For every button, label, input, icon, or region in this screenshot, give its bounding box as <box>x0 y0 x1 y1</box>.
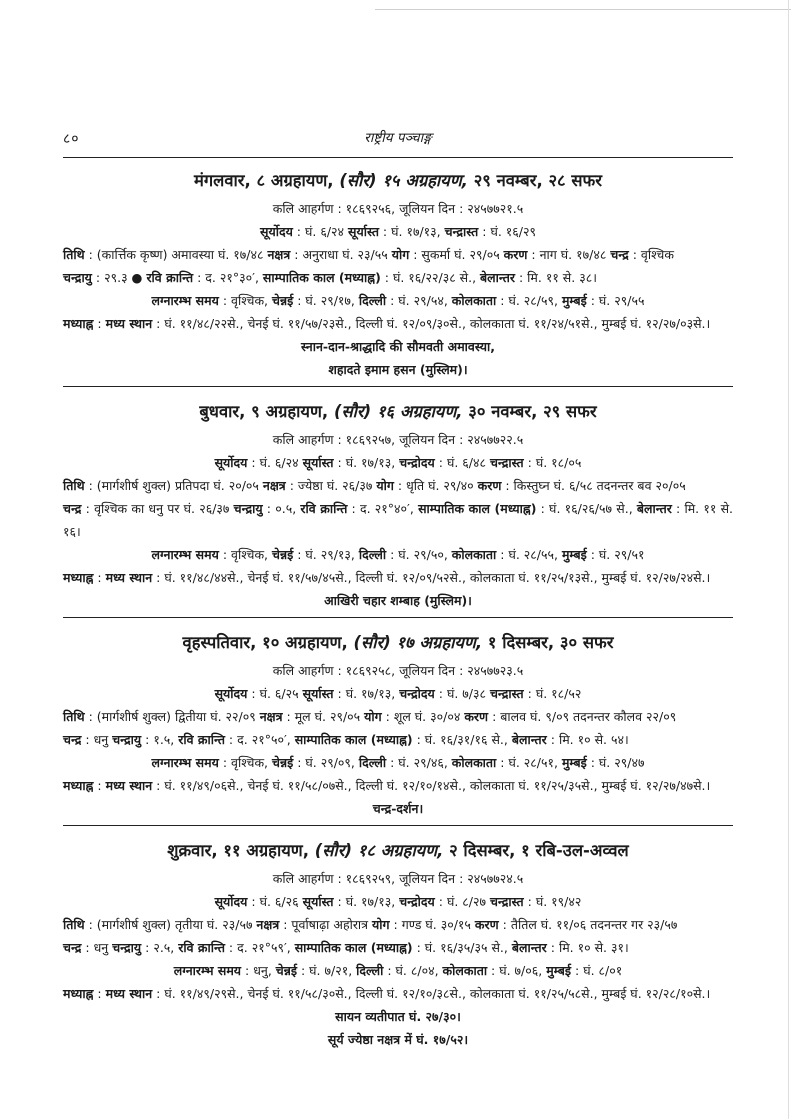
text-segment: सूर्योदय <box>214 894 248 909</box>
text-segment: चन्द्र <box>610 247 629 262</box>
text-segment: करण <box>503 247 528 262</box>
text-segment: : <box>93 986 106 1001</box>
text-segment: चेन्नई <box>272 293 294 308</box>
text-segment: बेलान्तर <box>480 270 515 285</box>
text-segment: चन्द्रास्त <box>489 894 524 909</box>
text-segment: मध्य स्थान <box>105 316 153 331</box>
text-segment: : घं. ६/४८ <box>434 455 490 470</box>
text-segment: : वृश्चिक का धनु पर घं. २६/३७ <box>81 501 234 516</box>
text-segment: मध्याह्न <box>63 778 94 793</box>
text-segment: : ज्येष्ठा घं. २६/३७ <box>285 478 377 493</box>
text-segment: लग्नारम्भ समय <box>151 755 219 770</box>
text-segment: (सौर) १५ अग्रहायण, <box>339 171 468 190</box>
text-segment: : घं. १८/०५ <box>523 455 582 470</box>
text-line <box>63 1028 733 1051</box>
day-body <box>63 197 733 381</box>
text-segment: चन्द्रास्त <box>444 224 479 239</box>
text-segment: मुम्बई <box>561 547 587 562</box>
text-line <box>63 220 733 243</box>
text-segment: : घं. १६/२९ <box>478 224 536 239</box>
text-segment: लग्नारम्भ समय <box>151 547 219 562</box>
text-segment: कोलकाता <box>442 963 488 978</box>
text-segment: कलि आहर्गण : १८६९२५८, जूलियन दिन : २४५७७२३.५ <box>272 663 524 678</box>
text-segment: : घं. १६/३१/१६ से., <box>412 732 512 747</box>
text-segment: : धनु <box>81 940 113 955</box>
text-segment: : घं. ८/२७ <box>434 894 490 909</box>
text-segment: साम्पातिक काल (मध्याह्न) <box>418 501 537 516</box>
text-segment: चन्द्र <box>63 732 82 747</box>
section-divider <box>63 825 733 826</box>
day-body <box>63 867 733 1051</box>
text-segment: : द. २१°३०′, <box>193 270 263 285</box>
text-segment: सूर्यास्त <box>348 224 379 239</box>
text-segment: २ दिसम्बर, १ रबि-उल-अव्वल <box>443 841 629 860</box>
text-line <box>63 728 733 751</box>
text-segment: : ०.५, <box>262 501 301 516</box>
text-segment: : घं. २९/०९, <box>293 755 359 770</box>
text-segment: साम्पातिक काल (मध्याह्न) <box>294 940 413 955</box>
text-segment: : घं. २८/५१, <box>496 755 562 770</box>
text-segment: कलि आहर्गण : १८६९२५७, जूलियन दिन : २४५७७२२.५ <box>272 432 524 447</box>
text-segment: : धनु <box>81 732 113 747</box>
text-segment: : घं. २९/१३, <box>293 547 359 562</box>
text-segment: योग <box>364 709 382 724</box>
text-segment: चेन्नई <box>275 963 297 978</box>
text-segment: सायन व्यतीपात घं. २७/३०। <box>335 1009 461 1024</box>
section-divider <box>63 617 733 618</box>
text-segment: : घं. २९/५१ <box>586 547 645 562</box>
text-segment: : वृश्चिक, <box>218 547 273 562</box>
text-segment: सूर्य ज्येष्ठा नक्षत्र में घं. १७/५२। <box>327 1032 469 1047</box>
text-segment: तिथि <box>63 917 85 932</box>
text-segment: : १.५, <box>141 732 179 747</box>
text-segment: कोलकाता <box>451 755 497 770</box>
text-segment: : वृश्चिक, <box>218 293 273 308</box>
day-heading <box>63 631 733 655</box>
text-segment: : (मार्गशीर्ष शुक्ल) तृतीया घं. २३/५७ <box>84 917 257 932</box>
text-segment: चन्द्रायु <box>112 940 142 955</box>
text-line <box>63 774 733 797</box>
text-segment: : घं. ७/०६, <box>487 963 547 978</box>
text-segment: : घं. ६/२४ <box>292 224 349 239</box>
text-segment: : २९.३ ● <box>91 270 147 285</box>
text-segment: चन्द्रोदय <box>399 686 435 701</box>
text-segment: : <box>93 316 106 331</box>
text-segment: : घं. २९/१७, <box>293 293 359 308</box>
text-line <box>63 890 733 913</box>
text-segment: : धनु, <box>241 963 276 978</box>
text-line <box>63 312 733 335</box>
text-segment: चेन्नई <box>272 547 294 562</box>
text-segment: चन्द्रायु <box>112 732 142 747</box>
text-segment: : नाग घं. १७/४८ <box>527 247 611 262</box>
day-heading <box>63 839 733 863</box>
text-segment: साम्पातिक काल (मध्याह्न) <box>294 732 413 747</box>
text-segment: चन्द्रोदय <box>399 894 435 909</box>
text-segment: मध्याह्न <box>63 570 94 585</box>
text-segment: : द. २१°४०′, <box>347 501 419 516</box>
text-segment: सूर्यास्त <box>302 894 334 909</box>
text-segment: रवि क्रान्ति <box>178 732 225 747</box>
text-segment: : घं. २९/४६, <box>386 755 452 770</box>
text-line <box>63 1005 733 1028</box>
text-segment: : घं. २९/५५ <box>586 293 645 308</box>
text-segment: : घं. १८/५२ <box>523 686 582 701</box>
text-segment: : घं. ६/२५ <box>247 686 303 701</box>
text-line <box>63 335 733 358</box>
text-segment: : घं. १६/२६/५७ से., <box>536 501 637 516</box>
text-line <box>63 474 733 497</box>
text-segment: सूर्यास्त <box>302 686 334 701</box>
text-line <box>63 959 733 982</box>
text-segment: : घं. ७/३८ <box>434 686 490 701</box>
text-segment: मुम्बई <box>561 755 587 770</box>
text-line <box>63 451 733 474</box>
text-segment: नक्षत्र <box>256 917 280 932</box>
text-segment: लग्नारम्भ समय <box>173 963 242 978</box>
text-segment: ३० नवम्बर, २९ सफर <box>462 402 597 421</box>
text-segment: : तैतिल घं. ११/०६ तदनन्तर गर २३/५७ <box>498 917 678 932</box>
text-line <box>63 197 733 220</box>
text-segment: रवि क्रान्ति <box>178 940 225 955</box>
text-segment: रवि क्रान्ति <box>146 270 194 285</box>
text-segment: : वृश्चिक, <box>218 755 273 770</box>
text-segment: तिथि <box>63 709 85 724</box>
text-segment: : घं. ११/४९/०६से., चेनई घं. ११/५८/०७से., दिल्ली घं. १२/१०/१४से., कोलकाता घं. ११/२५/३५से., मुम्बई घं. १२/२७/४७से.। <box>152 778 711 793</box>
text-segment: मध्य स्थान <box>105 570 153 585</box>
text-segment: आखिरी चहार शम्बाह (मुस्लिम)। <box>324 593 472 608</box>
text-segment: : घं. १९/४२ <box>523 894 582 909</box>
text-segment: कलि आहर्गण : १८६९२५६, जूलियन दिन : २४५७७२१.५ <box>272 201 524 216</box>
day-heading <box>63 169 733 193</box>
text-segment: मुम्बई <box>561 293 587 308</box>
text-segment: दिल्ली <box>356 963 384 978</box>
text-line <box>63 289 733 312</box>
text-line <box>63 936 733 959</box>
text-segment: चन्द्रायु <box>63 270 92 285</box>
text-segment: : घं. १७/१३, <box>333 455 400 470</box>
text-segment: बेलान्तर <box>511 940 547 955</box>
text-segment: : (मार्गशीर्ष शुक्ल) प्रतिपदा घं. २०/०५ <box>84 478 263 493</box>
text-segment: : मि. १० से. ३१। <box>546 940 629 955</box>
text-segment: सूर्योदय <box>260 224 293 239</box>
text-segment: (सौर) १८ अग्रहायण, <box>314 841 444 860</box>
text-segment: : घं. ११/४८/२२से., चेनई घं. ११/५७/२३से., दिल्ली घं. १२/०९/३०से., कोलकाता घं. ११/२४/५१से., मुम्बई घं. १२/२७/०३से.। <box>152 316 711 331</box>
text-line <box>63 913 733 936</box>
text-segment: करण <box>464 709 489 724</box>
text-segment: दिल्ली <box>358 293 387 308</box>
text-segment: : घं. १६/२२/३८ से., <box>380 270 481 285</box>
text-segment: शहादते इमाम हसन (मुस्लिम)। <box>328 362 468 377</box>
text-segment: कोलकाता <box>451 293 497 308</box>
text-segment: कलि आहर्गण : १८६९२५९, जूलियन दिन : २४५७७२४.५ <box>272 871 524 886</box>
text-segment: : घं. ११/४८/४४से., चेनई घं. ११/५७/४५से., दिल्ली घं. १२/०९/५२से., कोलकाता घं. ११/२५/१३से., मुम्बई घं. १२/२७/२४से.। <box>152 570 711 585</box>
text-segment: : <box>93 778 106 793</box>
text-segment: : बालव घं. ९/०९ तदनन्तर कौलव २२/०९ <box>488 709 677 724</box>
section-divider <box>63 386 733 387</box>
text-segment: : वृश्चिक <box>628 247 674 262</box>
text-segment: रवि क्रान्ति <box>300 501 348 516</box>
text-line <box>63 428 733 451</box>
text-segment: : घं. ७/२१, <box>297 963 357 978</box>
text-segment: : मूल घं. २९/०५ <box>282 709 365 724</box>
text-line <box>63 797 733 820</box>
text-segment: : (कार्त्तिक कृष्ण) अमावस्या घं. १७/४८ <box>84 247 268 262</box>
text-line <box>63 751 733 774</box>
text-segment: : घं. २८/५५, <box>496 547 562 562</box>
text-segment: मुम्बई <box>546 963 572 978</box>
text-segment: सूर्योदय <box>214 455 248 470</box>
text-line <box>63 705 733 728</box>
text-segment: : द. २१°५९′, <box>224 940 295 955</box>
text-segment: : घं. २८/५९, <box>496 293 562 308</box>
text-line <box>63 566 733 589</box>
text-segment: : मि. ११ से. १६। <box>63 501 733 539</box>
text-segment: चन्द्र <box>63 940 82 955</box>
text-segment: लग्नारम्भ समय <box>151 293 219 308</box>
text-segment: मध्य स्थान <box>105 778 153 793</box>
text-line <box>63 543 733 566</box>
page-header <box>63 128 733 150</box>
text-line <box>63 497 733 543</box>
text-segment: तिथि <box>63 478 85 493</box>
text-segment: चेन्नई <box>272 755 294 770</box>
day-body <box>63 428 733 612</box>
text-segment: : गण्ड घं. ३०/१५ <box>389 917 475 932</box>
text-segment: : घं. १७/१३, <box>333 686 400 701</box>
text-segment: : घं. १७/१३, <box>378 224 445 239</box>
text-line <box>63 659 733 682</box>
text-line <box>63 266 733 289</box>
text-segment: योग <box>376 478 394 493</box>
text-segment: : द. २१°५०′, <box>224 732 295 747</box>
day-body <box>63 659 733 820</box>
text-segment: चन्द्रास्त <box>489 455 524 470</box>
text-segment: दिल्ली <box>358 755 387 770</box>
text-segment: : घं. २९/४७ <box>586 755 645 770</box>
text-segment: दिल्ली <box>358 547 387 562</box>
text-segment: मंगलवार, ८ अग्रहायण, <box>193 171 340 190</box>
text-segment: साम्पातिक काल (मध्याह्न) <box>262 270 381 285</box>
text-segment: : घं. ६/२४ <box>247 455 303 470</box>
text-segment: मध्याह्न <box>63 986 94 1001</box>
text-segment: : घं. ८/०४, <box>383 963 443 978</box>
text-segment: नक्षत्र <box>262 478 286 493</box>
text-segment: : शूल घं. ३०/०४ <box>381 709 465 724</box>
day-section-friday <box>63 828 733 1054</box>
text-line <box>63 589 733 612</box>
text-segment: सूर्यास्त <box>302 455 334 470</box>
text-line <box>63 982 733 1005</box>
text-segment: चन्द्र-दर्शन। <box>372 801 424 816</box>
text-segment: : पूर्वाषाढ़ा अहोरात्र <box>279 917 373 932</box>
text-segment: बेलान्तर <box>511 732 547 747</box>
text-segment: योग <box>372 917 390 932</box>
scan-artifact-top <box>375 9 791 10</box>
text-segment: : <box>93 570 106 585</box>
text-line <box>63 867 733 890</box>
text-segment: : घं. १७/१३, <box>333 894 400 909</box>
text-segment: : घं. २९/५०, <box>386 547 452 562</box>
text-segment: बुधवार, ९ अग्रहायण, <box>199 402 334 421</box>
scan-artifact-right <box>788 0 789 1119</box>
text-segment: १ दिसम्बर, ३० सफर <box>482 633 614 652</box>
page-title: राष्ट्रीय पञ्चाङ्ग <box>364 130 432 146</box>
text-segment: (सौर) १६ अग्रहायण, <box>333 402 463 421</box>
text-segment: योग <box>391 247 410 262</box>
text-segment: चन्द्रास्त <box>489 686 524 701</box>
text-segment: सूर्योदय <box>214 686 248 701</box>
text-segment: : अनुराधा घं. २३/५५ <box>290 247 392 262</box>
text-segment: करण <box>477 478 502 493</box>
text-segment: : मि. १० से. ५४। <box>546 732 629 747</box>
text-segment: : घं. १६/३५/३५ से., <box>412 940 512 955</box>
text-segment: कोलकाता <box>451 547 497 562</box>
text-segment: नक्षत्र <box>267 247 291 262</box>
text-segment: स्नान-दान-श्राद्धादि की सौमवती अमावस्या, <box>301 339 495 354</box>
text-segment: मध्याह्न <box>63 316 94 331</box>
text-segment: : सुकर्मा घं. २९/०५ <box>409 247 504 262</box>
text-segment: (सौर) १७ अग्रहायण, <box>353 633 483 652</box>
text-segment: वृहस्पतिवार, १० अग्रहायण, <box>182 633 354 652</box>
text-segment: शुक्रवार, ११ अग्रहायण, <box>167 841 315 860</box>
text-segment: : धृति घं. २९/४० <box>393 478 478 493</box>
text-segment: नक्षत्र <box>259 709 283 724</box>
page-number: ८० <box>63 131 80 147</box>
text-segment: तिथि <box>63 247 85 262</box>
text-segment: करण <box>474 917 499 932</box>
text-segment: चन्द्र <box>63 501 82 516</box>
text-segment: : किस्तुघ्न घं. ६/५८ तदनन्तर बव २०/०५ <box>501 478 686 493</box>
text-line <box>63 243 733 266</box>
text-segment: बेलान्तर <box>636 501 672 516</box>
day-section-thursday <box>63 620 733 823</box>
text-segment: : मि. ११ से. ३८। <box>515 270 597 285</box>
text-segment: : घं. ११/४९/२९से., चेनई घं. ११/५८/३०से., दिल्ली घं. १२/१०/३८से., कोलकाता घं. ११/२५/५८से., मुम्बई घं. १२/२८/१०से.। <box>152 986 711 1001</box>
day-section-wednesday <box>63 389 733 615</box>
text-segment: : घं. २९/५४, <box>386 293 452 308</box>
text-segment: चन्द्रायु <box>233 501 263 516</box>
text-segment: : घं. ८/०१ <box>571 963 623 978</box>
text-segment: : २.५, <box>141 940 179 955</box>
text-line <box>63 358 733 381</box>
day-section-tuesday <box>63 158 733 384</box>
text-segment: चन्द्रोदय <box>399 455 435 470</box>
day-heading <box>63 400 733 424</box>
text-line <box>63 682 733 705</box>
text-segment: २९ नवम्बर, २८ सफर <box>467 171 603 190</box>
text-segment: : (मार्गशीर्ष शुक्ल) द्वितीया घं. २२/०९ <box>84 709 260 724</box>
text-segment: : घं. ६/२६ <box>247 894 303 909</box>
text-segment: मध्य स्थान <box>105 986 153 1001</box>
